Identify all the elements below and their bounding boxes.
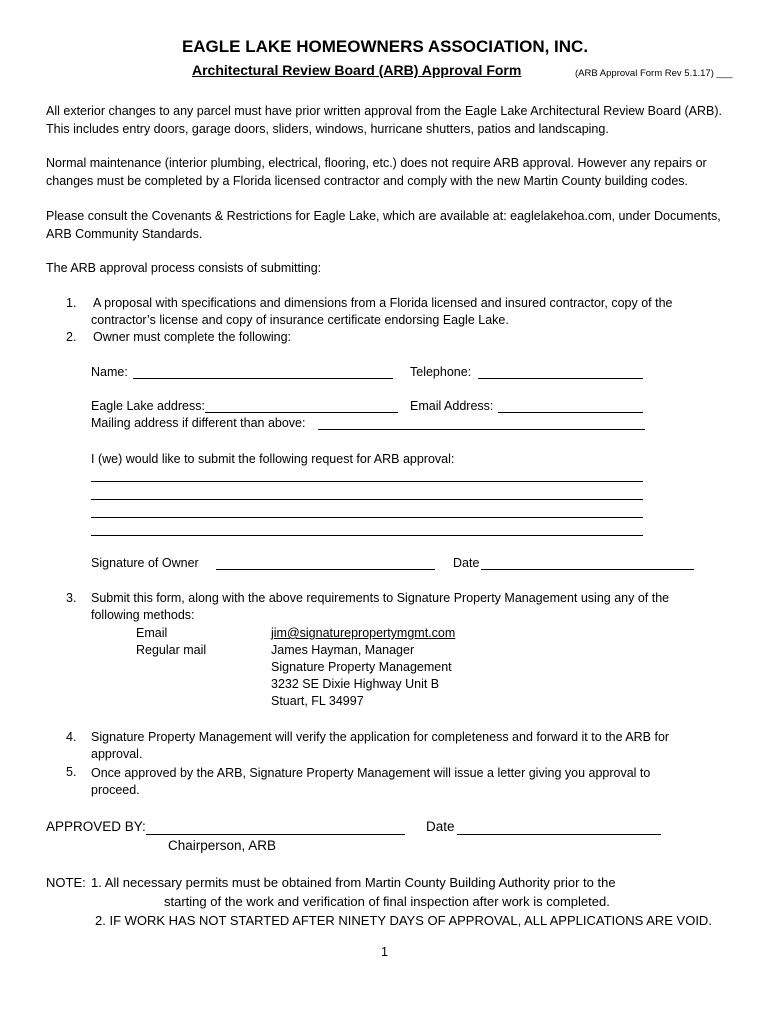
form-revision: (ARB Approval Form Rev 5.1.17) ___ — [575, 68, 733, 79]
signature-date-label: Date — [453, 556, 480, 570]
approval-date-label: Date — [426, 819, 455, 834]
request-line-4[interactable] — [91, 535, 643, 536]
organization-title: EAGLE LAKE HOMEOWNERS ASSOCIATION, INC. — [181, 37, 589, 56]
step-3-number: 3. — [66, 591, 77, 605]
telephone-field[interactable] — [478, 378, 643, 379]
step-3-text-cont: following methods: — [91, 608, 195, 622]
step-5-text-cont: proceed. — [91, 783, 140, 797]
mail-method-label: Regular mail — [136, 643, 207, 657]
contact-email-link[interactable]: jim@signaturepropertymgmt.com — [271, 626, 456, 640]
request-label: I (we) would like to submit the following request for ARB approval: — [91, 452, 455, 466]
step-1-number: 1. — [66, 296, 77, 310]
request-line-2[interactable] — [91, 499, 643, 500]
step-4-number: 4. — [66, 730, 77, 744]
approved-by-label: APPROVED BY: — [46, 819, 146, 834]
note-1: 1. All necessary permits must be obtained from Martin County Building Authority prior to the — [91, 875, 616, 890]
telephone-label: Telephone: — [410, 365, 472, 379]
email-label: Email Address: — [410, 399, 494, 413]
note-prefix: NOTE: — [46, 875, 86, 890]
email-method-label: Email — [136, 626, 168, 640]
form-title: Architectural Review Board (ARB) Approval Form — [192, 62, 522, 78]
step-3-text: Submit this form, along with the above requirements to Signature Property Management using any of the — [91, 591, 670, 605]
approved-by-field[interactable] — [146, 834, 405, 835]
intro-paragraph-1: All exterior changes to any parcel must have prior written approval from the Eagle Lake Architectural Review Board (ARB). This includes entry doors, garage doors, sliders, windows, hurricane shutters, patios and landscaping. — [46, 104, 723, 136]
step-2-number: 2. — [66, 330, 77, 344]
email-field[interactable] — [498, 412, 643, 413]
step-4-text: Signature Property Management will verify the application for completeness and forward it to the ARB for — [91, 730, 670, 744]
owner-signature-label: Signature of Owner — [91, 556, 199, 570]
step-5-number: 5. — [66, 765, 77, 779]
step-1-text: A proposal with specifications and dimensions from a Florida licensed and insured contractor, copy of the — [93, 296, 673, 310]
mailing-address-field[interactable] — [318, 429, 645, 430]
note-2: 2. IF WORK HAS NOT STARTED AFTER NINETY DAYS OF APPROVAL, ALL APPLICATIONS ARE VOID. — [95, 913, 712, 928]
eagle-lake-address-label: Eagle Lake address: — [91, 399, 205, 413]
chairperson-label: Chairperson, ARB — [168, 838, 277, 853]
mail-company: Signature Property Management — [271, 660, 452, 674]
step-4-text-cont: approval. — [91, 747, 143, 761]
step-5-text: Once approved by the ARB, Signature Property Management will issue a letter giving you approval to — [91, 766, 651, 780]
owner-signature-field[interactable] — [216, 569, 435, 570]
name-label: Name: — [91, 365, 128, 379]
mail-street: 3232 SE Dixie Highway Unit B — [271, 677, 440, 691]
name-field[interactable] — [133, 378, 393, 379]
intro-paragraph-3: Please consult the Covenants & Restrictions for Eagle Lake, which are available at: eaglelakehoa.com, under Documents, ARB Community Standards. — [46, 209, 721, 241]
mail-contact-name: James Hayman, Manager — [271, 643, 415, 657]
step-2-text: Owner must complete the following: — [93, 330, 292, 344]
intro-paragraph-2: Normal maintenance (interior plumbing, electrical, flooring, etc.) does not require ARB approval. However any repairs or changes must be completed by a Florida licensed contractor and comply with the new Martin County building codes. — [46, 156, 707, 188]
note-1-cont: starting of the work and verification of final inspection after work is completed. — [164, 894, 610, 909]
eagle-lake-address-field[interactable] — [205, 412, 398, 413]
step-1-text-cont: contractor’s license and copy of insurance certificate endorsing Eagle Lake. — [91, 313, 509, 327]
mail-city: Stuart, FL 34997 — [271, 694, 364, 708]
approval-date-field[interactable] — [457, 834, 661, 835]
signature-date-field[interactable] — [481, 569, 694, 570]
mailing-address-label: Mailing address if different than above: — [91, 416, 306, 430]
process-intro: The ARB approval process consists of submitting: — [46, 261, 322, 275]
page-number: 1 — [381, 945, 388, 959]
request-line-3[interactable] — [91, 517, 643, 518]
request-line-1[interactable] — [91, 481, 643, 482]
